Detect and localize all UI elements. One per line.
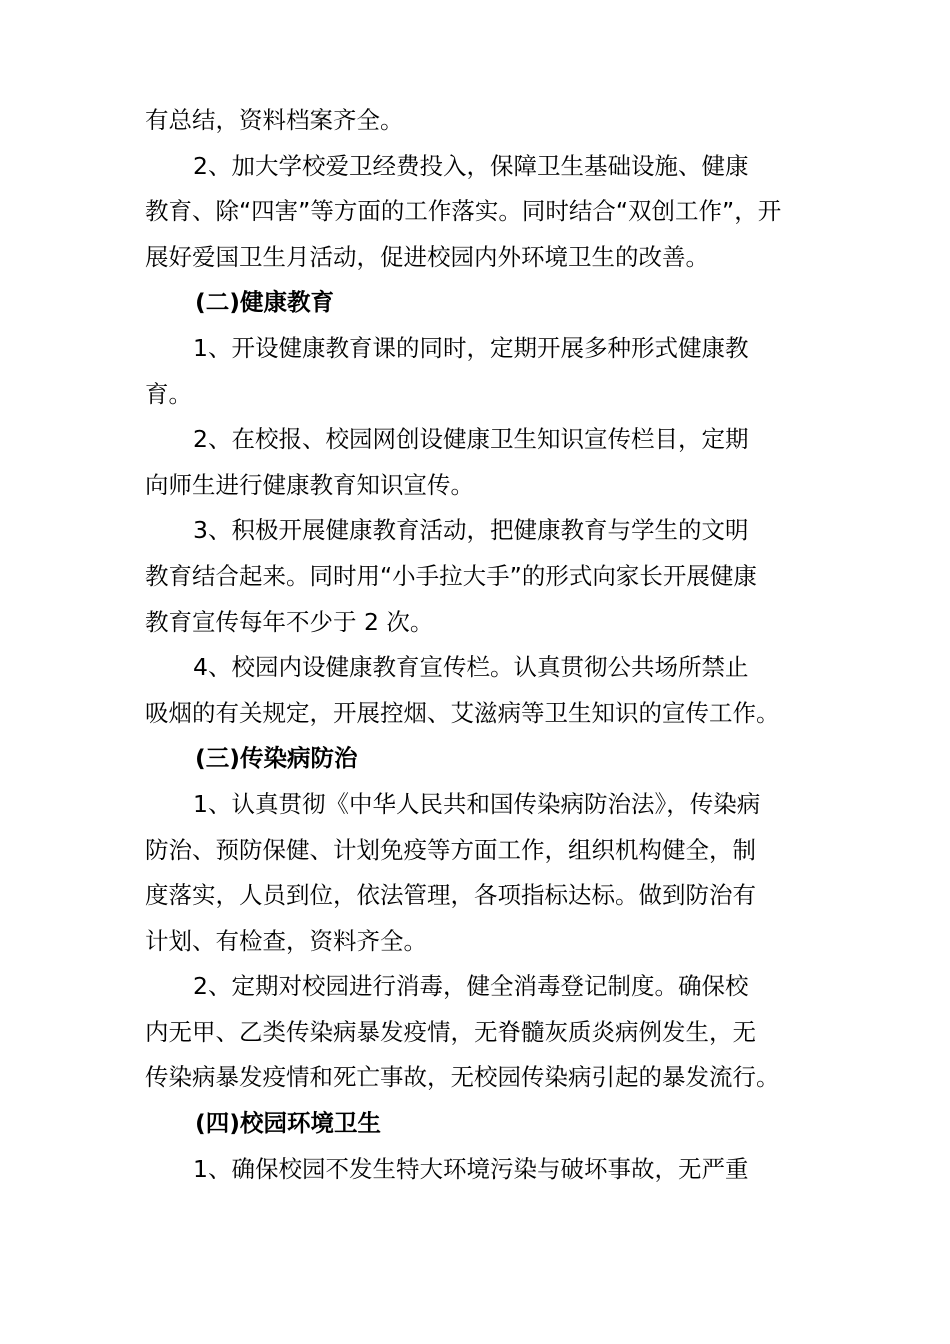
text-line: 教育结合起来。同时用“小手拉大手”的形式向家长开展健康 [145,561,757,590]
text-line: 2、在校报、校园网创设健康卫生知识宣传栏目，定期 [193,425,749,454]
text-line: 育。 [145,379,192,408]
document-body [145,98,815,1192]
text-line: 2、加大学校爱卫经费投入，保障卫生基础设施、健康 [193,151,749,180]
text-line: 3、积极开展健康教育活动，把健康教育与学生的文明 [193,516,749,545]
text-line: 1、确保校园不发生特大环境污染与破坏事故，无严重 [193,1154,749,1183]
text-line: 1、开设健康教育课的同时，定期开展多种形式健康教 [193,333,749,362]
text-line: 有总结，资料档案齐全。 [145,106,404,134]
text-line: 展好爱国卫生月活动，促进校园内外环境卫生的改善。 [145,242,709,271]
text-line: 防治、预防保健、计划免疫等方面工作，组织机构健全，制 [145,835,756,864]
text-line: 计划、有检查，资料齐全。 [145,926,427,955]
text-line: 向师生进行健康教育知识宣传。 [145,470,474,499]
section-heading: (二)健康教育 [195,288,334,317]
text-line: 内无甲、乙类传染病暴发疫情，无脊髓灰质炎病例发生，无 [145,1017,756,1046]
section-heading: (三)传染病防治 [195,744,358,773]
text-line: 4、校园内设健康教育宣传栏。认真贯彻公共场所禁止 [193,653,749,682]
text-line: 度落实，人员到位，依法管理，各项指标达标。做到防治有 [145,881,756,910]
text-line: 传染病暴发疫情和死亡事故，无校园传染病引起的暴发流行。 [145,1063,780,1092]
section-heading: (四)校园环境卫生 [195,1109,381,1138]
text-line: 吸烟的有关规定，开展控烟、艾滋病等卫生知识的宣传工作。 [145,698,780,727]
text-line: 2、定期对校园进行消毒，健全消毒登记制度。确保校 [193,972,749,1001]
text-line: 1、认真贯彻《中华人民共和国传染病防治法》，传染病 [193,789,761,818]
text-line: 教育、除“四害”等方面的工作落实。同时结合“双创工作”，开 [145,197,782,226]
text-line: 教育宣传每年不少于 2 次。 [145,607,434,636]
